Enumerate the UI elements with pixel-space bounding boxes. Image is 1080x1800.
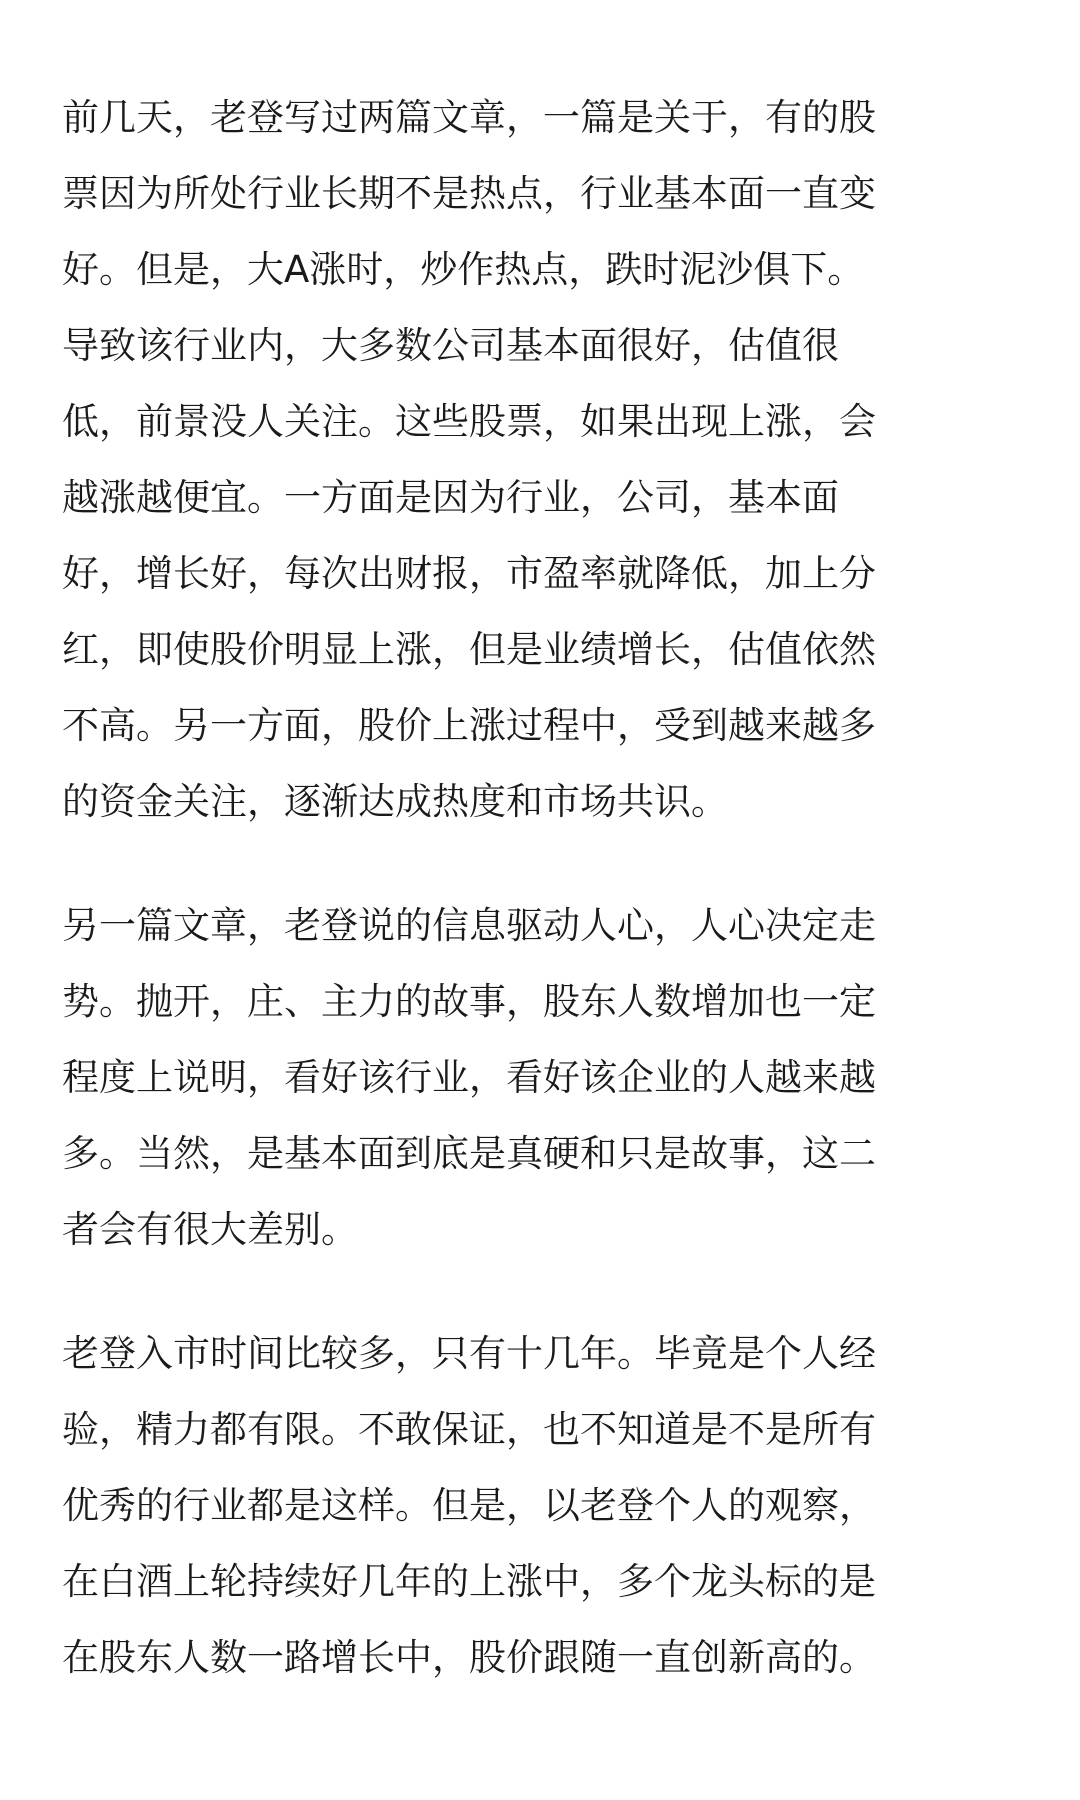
text-line: 优秀的行业都是这样。但是，以老登个人的观察， xyxy=(62,1484,876,1527)
paragraph-spacer xyxy=(62,840,1022,888)
paragraph-1 xyxy=(62,80,1022,840)
paragraph-2 xyxy=(62,888,1022,1268)
text-line: 的资金关注，逐渐达成热度和市场共识。 xyxy=(62,780,728,823)
text-line: 老登入市时间比较多，只有十几年。毕竟是个人经 xyxy=(62,1332,876,1375)
text-line: 程度上说明，看好该行业，看好该企业的人越来越 xyxy=(62,1056,876,1099)
text-line: 越涨越便宜。一方面是因为行业，公司，基本面 xyxy=(62,476,839,519)
text-line: 前几天，老登写过两篇文章，一篇是关于，有的股 xyxy=(62,96,876,139)
text-line: 导致该行业内，大多数公司基本面很好，估值很 xyxy=(62,324,839,367)
text-line: 好。但是，大A涨时，炒作热点，跌时泥沙俱下。 xyxy=(62,248,865,291)
text-line: 多。当然，是基本面到底是真硬和只是故事，这二 xyxy=(62,1132,876,1175)
article-body xyxy=(62,80,1022,1696)
text-line: 者会有很大差别。 xyxy=(62,1208,358,1251)
text-line: 票因为所处行业长期不是热点，行业基本面一直变 xyxy=(62,172,876,215)
text-line: 验，精力都有限。不敢保证，也不知道是不是所有 xyxy=(62,1408,876,1451)
text-line: 低，前景没人关注。这些股票，如果出现上涨，会 xyxy=(62,400,876,443)
text-line: 好，增长好，每次出财报，市盈率就降低，加上分 xyxy=(62,552,876,595)
text-line: 红，即使股价明显上涨，但是业绩增长，估值依然 xyxy=(62,628,876,671)
text-line: 在白酒上轮持续好几年的上涨中，多个龙头标的是 xyxy=(62,1560,876,1603)
paragraph-3 xyxy=(62,1316,1022,1696)
text-line: 另一篇文章，老登说的信息驱动人心，人心决定走 xyxy=(62,904,876,947)
text-line: 势。抛开，庄、主力的故事，股东人数增加也一定 xyxy=(62,980,876,1023)
paragraph-spacer xyxy=(62,1268,1022,1316)
text-line: 不高。另一方面，股价上涨过程中，受到越来越多 xyxy=(62,704,876,747)
text-line: 在股东人数一路增长中，股价跟随一直创新高的。 xyxy=(62,1636,876,1679)
